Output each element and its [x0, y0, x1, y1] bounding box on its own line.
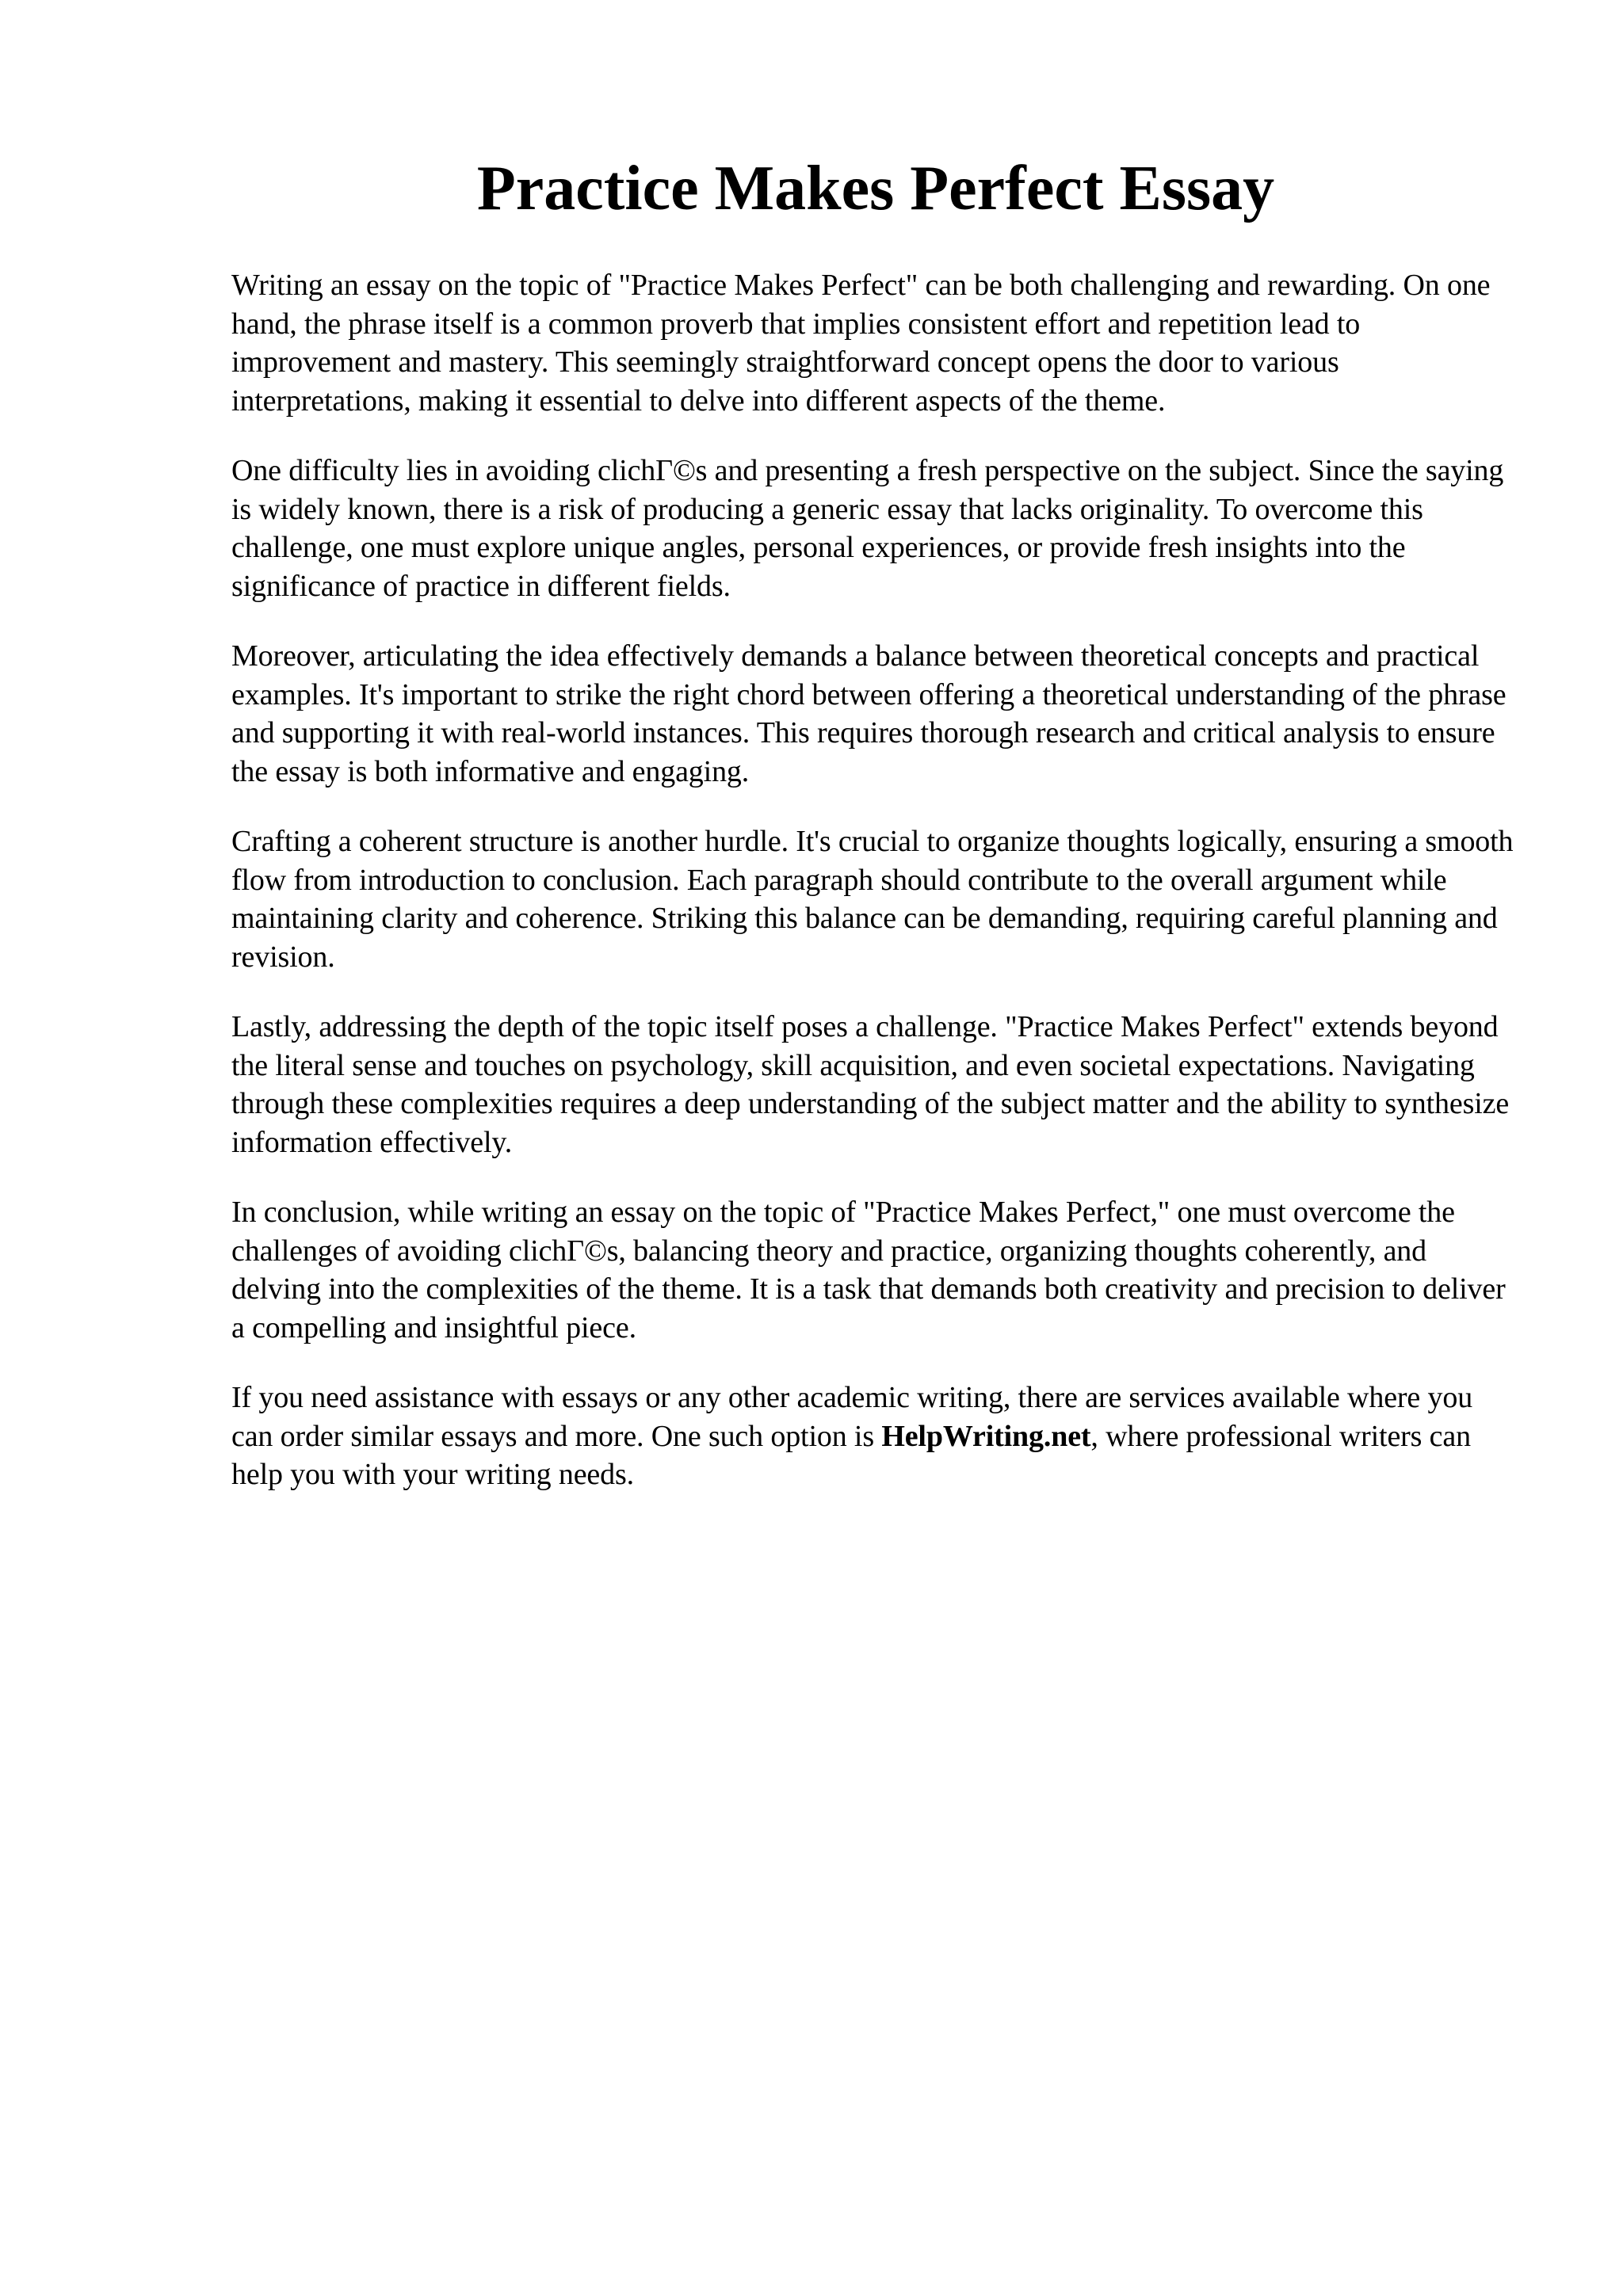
paragraph-intro: Writing an essay on the topic of "Practice Makes Perfect" can be both challenging and rewarding. On one hand, the phrase itself is a common proverb that implies consistent effort and repetition lead to improvement and mastery. This seemingly straightforward concept opens the door to various interpretations, making it essential to delve into different aspects of the theme. — [231, 269, 1491, 418]
closing-text-before: If you need assistance with essays or any other academic writing, there are services available where you can order similar essays and more. One such option is — [231, 1381, 1473, 1453]
page-title: Practice Makes Perfect Essay — [476, 154, 1275, 223]
paragraph-conclusion: In conclusion, while writing an essay on the topic of "Practice Makes Perfect," one must overcome the challenges of avoiding clichΓ©s, balancing theory and practice, organizing thoughts coherently, and delving into the complexities of the theme. It is a task that demands both creativity and precision to deliver a compelling and insightful piece. — [231, 1196, 1506, 1344]
closing-text-after: , where professional writers can help you with your writing needs. — [231, 1419, 1471, 1491]
paragraph-structure: Crafting a coherent structure is another hurdle. It's crucial to organize thoughts logically, ensuring a smooth flow from introduction to conclusion. Each paragraph should contribute to the overall argument while maintaining clarity and coherence. Striking this balance can be demanding, requiring careful planning and revision. — [231, 825, 1514, 974]
paragraph-depth: Lastly, addressing the depth of the topic itself poses a challenge. "Practice Makes Perfect" extends beyond the literal sense and touches on psychology, skill acquisition, and even societal expectations. Navigating through these complexities requires a deep understanding of the subject matter and the ability to synthesize information effectively. — [231, 1010, 1510, 1159]
brand-name: HelpWriting.net — [881, 1419, 1091, 1453]
paragraph-closing — [231, 1379, 1520, 1494]
paragraph-cliches: One difficulty lies in avoiding clichΓ©s and presenting a fresh perspective on the subject. Since the saying is widely known, there is a risk of producing a generic essay that lacks originality. To overcome this challenge, one must explore unique angles, personal experiences, or provide fresh insights into the significance of practice in different fields. — [231, 454, 1504, 603]
paragraph-balance: Moreover, articulating the idea effectively demands a balance between theoretical concepts and practical examples. It's important to strike the right chord between offering a theoretical understanding of the phrase and supporting it with real-world instances. This requires thorough research and critical analysis to ensure the essay is both informative and engaging. — [231, 639, 1507, 788]
essay-body — [231, 266, 1520, 1494]
